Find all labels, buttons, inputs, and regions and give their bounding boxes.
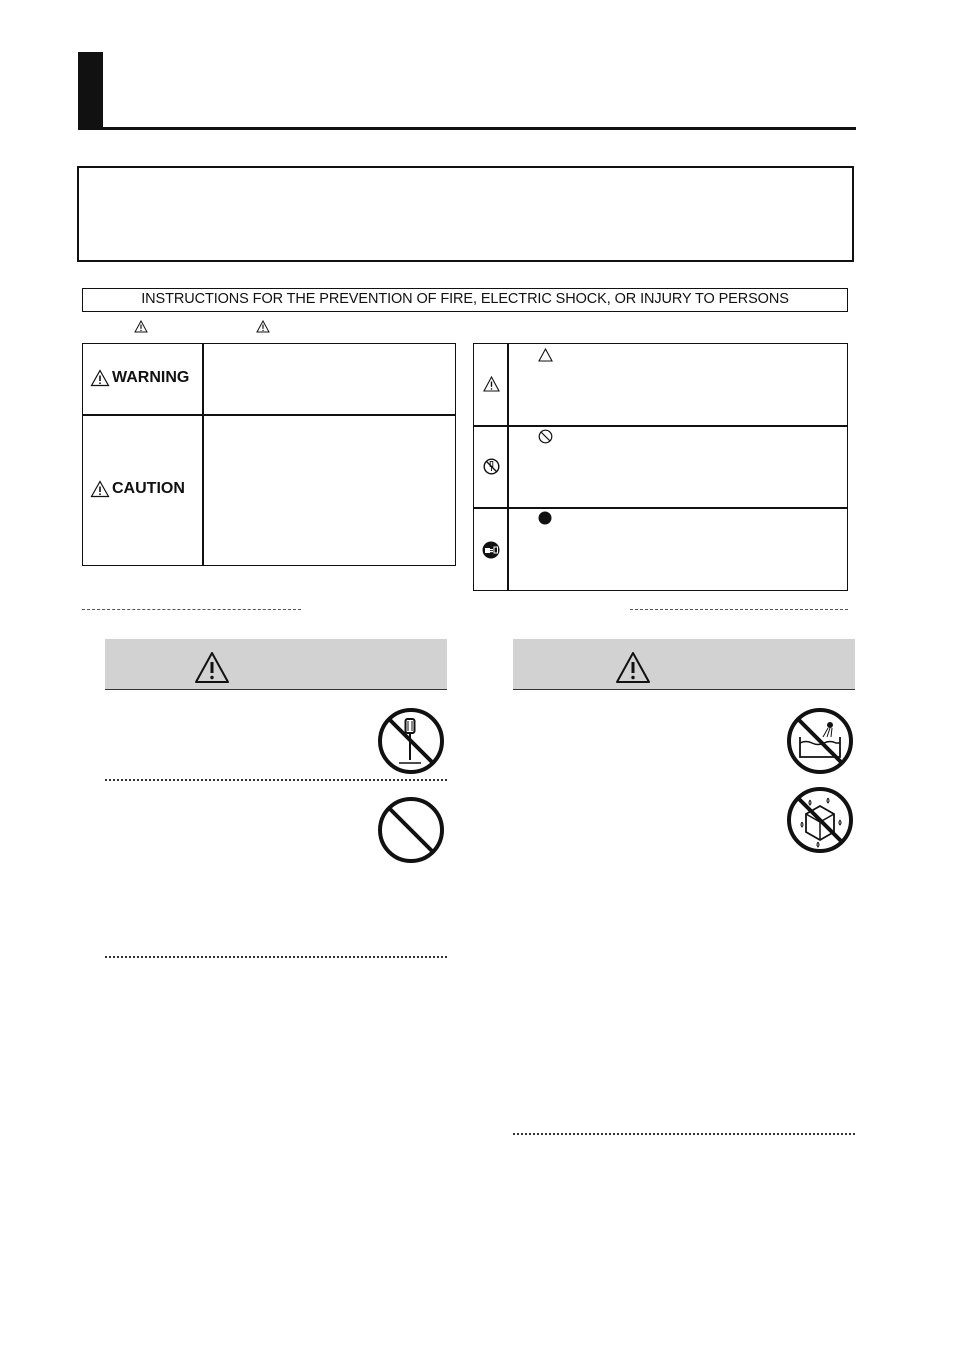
- warning-label-row: [90, 369, 189, 387]
- caution-triangle-icon: [90, 369, 110, 387]
- caution-label-row: [90, 480, 185, 498]
- prohibition-icon: [538, 429, 553, 444]
- caution-label: CAUTION: [112, 480, 185, 497]
- caution-triangle-icon: [90, 480, 110, 498]
- symbol-table: [473, 343, 848, 591]
- section-marker-block: [78, 52, 103, 129]
- table-divider: [474, 425, 847, 427]
- warning-header-left: [105, 639, 447, 690]
- instructions-banner: INSTRUCTIONS FOR THE PREVENTION OF FIRE, ELECTRIC SHOCK, OR INJURY TO PERSONS: [82, 288, 848, 312]
- warning-label: WARNING: [112, 369, 190, 386]
- section-divider: [630, 609, 848, 610]
- caution-triangle-icon: [483, 376, 500, 392]
- mandatory-action-icon: [538, 511, 552, 525]
- warning-triangle-icon: [615, 651, 651, 684]
- section-divider: [82, 609, 301, 610]
- unplug-icon: [482, 541, 500, 559]
- caution-triangle-icon: [256, 320, 270, 333]
- header-rule: [78, 127, 856, 130]
- table-divider: [474, 507, 847, 509]
- no-moisture-icon: [786, 786, 854, 854]
- prohibited-icon: [377, 796, 445, 864]
- item-divider: [105, 956, 447, 958]
- do-not-disassemble-icon: [377, 707, 445, 775]
- no-water-icon: [786, 707, 854, 775]
- warning-header-right: [513, 639, 855, 690]
- caution-triangle-icon: [538, 348, 553, 362]
- item-divider: [105, 779, 447, 781]
- definition-table: [82, 343, 456, 566]
- warning-triangle-icon: [194, 651, 230, 684]
- item-divider: [513, 1133, 855, 1135]
- do-not-disassemble-icon: [483, 458, 500, 475]
- table-divider: [507, 344, 509, 590]
- caution-triangle-icon: [134, 320, 148, 333]
- notice-box: [77, 166, 854, 262]
- table-divider: [83, 414, 455, 416]
- table-divider: [202, 344, 204, 565]
